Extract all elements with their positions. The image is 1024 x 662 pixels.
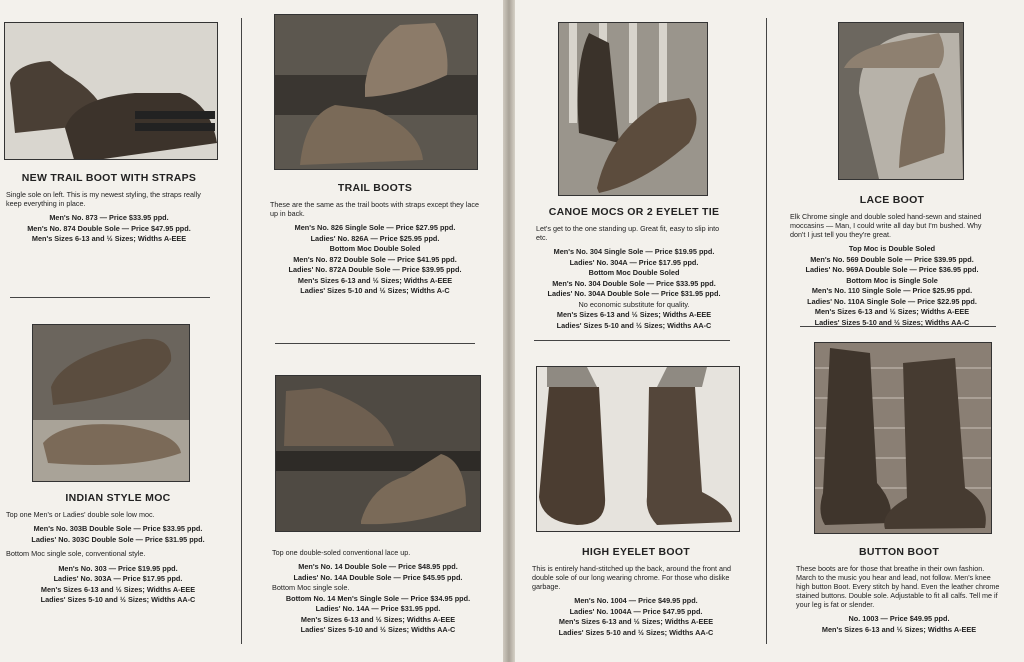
lace-boot-title: LACE BOOT: [859, 194, 925, 206]
sizes-line: Ladies' Sizes 5-10 and ½ Sizes; Widths AA-C: [558, 627, 714, 637]
sizes-line: Ladies' Sizes 5-10 and ½ Sizes; Widths AA-C: [300, 625, 456, 634]
high-eyelet-section: [532, 546, 740, 638]
sizes-line: Ladies' Sizes 5-10 and ½ Sizes; Widths AA-C: [556, 320, 712, 330]
price-line: Men's No. 304 Double Sole — Price $33.95 ppd.: [552, 278, 716, 288]
canoe-mocs-description: Let's get to the one standing up. Great fit, easy to slip into etc.: [536, 224, 720, 242]
sizes-line: Men's Sizes 6-13 and ½ Sizes; Widths A-EEE: [821, 624, 977, 634]
lace-up-note: Bottom Moc single sole.: [272, 583, 350, 592]
indian-moc-description: Top one Men's or Ladies' double sole low moc.: [6, 510, 155, 519]
photo-lace-up: [275, 375, 481, 532]
sizes-line: Men's Sizes 6-13 and ½ Sizes; Widths A-EEE: [300, 614, 456, 624]
quality-note: No economic substitute for quality.: [578, 299, 690, 309]
price-line: Ladies' No. 303C Double Sole — Price $31.95 ppd.: [31, 534, 205, 544]
photo-indian-moc: [32, 324, 190, 482]
subhead-line: Bottom Moc Double Soled: [329, 244, 421, 253]
lace-boot-description: Elk Chrome single and double soled hand-sewn and stained moccasins — Man, I could write all day but I'm bushed. Why don't I just tell you they're great.: [790, 212, 982, 239]
sizes-line: Men's Sizes 6-13 and ½ Sizes; Widths A-EEE: [31, 234, 187, 243]
price-line: Men's No. 874 Double Sole — Price $47.95 ppd.: [27, 223, 191, 233]
subhead-line: Bottom Moc is Single Sole: [846, 275, 938, 285]
button-boot-description: These boots are for those that breathe in their own fashion. March to the music you hear and lead, not follow. Men's knee high button Boot. Every stitch by hand. Even the leather chrome stained buttons. Double sole. Adjustable to fit all calfs. Tell me if your leg is fat or slender.: [796, 564, 1000, 609]
price-line: Men's No. 873 — Price $33.95 ppd.: [49, 213, 169, 222]
button-boot-title: BUTTON BOOT: [858, 546, 940, 558]
sizes-line: Men's Sizes 6-13 and ½ Sizes; Widths A-EEE: [556, 310, 712, 319]
trail-boots-section: [270, 182, 480, 297]
price-line: Ladies' No. 303A — Price $17.95 ppd.: [53, 574, 183, 583]
price-line: Ladies' No. 969A Double Sole — Price $36.95 ppd.: [805, 265, 979, 274]
lace-up-description: Top one double-soled conventional lace up.: [272, 548, 411, 557]
price-line: Men's No. 1004 — Price $49.95 ppd.: [574, 596, 698, 605]
price-line: Men's No. 304 Single Sole — Price $19.95 ppd.: [553, 247, 715, 256]
price-line: No. 1003 — Price $49.95 ppd.: [848, 614, 950, 623]
price-line: Men's No. 872 Double Sole — Price $41.95 ppd.: [293, 254, 457, 264]
column-divider: [241, 18, 242, 644]
photo-lace-boot: [838, 22, 964, 180]
trail-straps-title: NEW TRAIL BOOT WITH STRAPS: [21, 172, 197, 184]
lace-up-section: [272, 548, 484, 636]
section-divider: [800, 326, 996, 327]
price-line: Bottom No. 14 Men's Single Sole — Price $34.95 ppd.: [285, 593, 471, 603]
trail-straps-description: Single sole on left. This is my newest styling, the straps really keep everything in place.: [6, 190, 201, 208]
price-line: Ladies' No. 110A Single Sole — Price $22.95 ppd.: [807, 296, 977, 306]
trail-boots-title: TRAIL BOOTS: [337, 182, 413, 194]
canoe-mocs-section: [536, 206, 732, 331]
price-line: Ladies' No. 826A — Price $25.95 ppd.: [310, 233, 440, 243]
indian-moc-note: Bottom Moc single sole, conventional style.: [6, 549, 146, 558]
price-line: Men's No. 303 — Price $19.95 ppd.: [58, 563, 178, 573]
photo-trail-boots: [274, 14, 478, 170]
price-line: Men's No. 14 Double Sole — Price $48.95 ppd.: [298, 562, 458, 571]
photo-button-boot: [814, 342, 992, 534]
photo-high-eyelet-boot: [536, 366, 740, 532]
price-line: Ladies' No. 14A Double Sole — Price $45.95 ppd.: [293, 572, 463, 582]
button-boot-section: [796, 546, 1002, 635]
price-line: Men's No. 303B Double Sole — Price $33.95 ppd.: [33, 524, 203, 533]
sizes-line: Men's Sizes 6-13 and ½ Sizes; Widths A-EEE: [814, 307, 970, 316]
sizes-line: Men's Sizes 6-13 and ½ Sizes; Widths A-EEE: [297, 275, 453, 285]
price-line: Men's No. 569 Double Sole — Price $39.95 ppd.: [810, 254, 974, 264]
price-line: Men's No. 110 Single Sole — Price $25.95 ppd.: [811, 286, 973, 295]
photo-canoe-mocs: [558, 22, 708, 196]
column-divider: [766, 18, 767, 644]
sizes-line: Men's Sizes 6-13 and ½ Sizes; Widths A-EEE: [558, 617, 714, 626]
price-line: Ladies' No. 14A — Price $31.95 ppd.: [315, 604, 441, 613]
sizes-line: Ladies' Sizes 5-10 and ½ Sizes; Widths A-C: [300, 286, 450, 295]
sizes-line: Ladies' Sizes 5-10 and ½ Sizes; Widths AA-C: [814, 317, 970, 327]
indian-moc-section: [6, 492, 230, 606]
price-line: Ladies' No. 1004A — Price $47.95 ppd.: [569, 606, 703, 616]
subhead-line: Top Moc is Double Soled: [848, 244, 936, 253]
canoe-mocs-title: CANOE MOCS OR 2 EYELET TIE: [548, 206, 720, 218]
price-line: Ladies' No. 872A Double Sole — Price $39.95 ppd.: [288, 265, 462, 274]
section-divider: [534, 340, 730, 341]
lace-boot-section: [790, 194, 994, 328]
indian-moc-title: INDIAN STYLE MOC: [65, 492, 171, 504]
page-gutter: [503, 0, 515, 662]
price-line: Men's No. 826 Single Sole — Price $27.95 ppd.: [294, 223, 456, 232]
sizes-line: Men's Sizes 6-13 and ½ Sizes; Widths A-EEE: [40, 584, 196, 594]
price-line: Ladies' No. 304A Double Sole — Price $31.95 ppd.: [547, 289, 721, 298]
photo-trail-boot-straps: [4, 22, 218, 160]
high-eyelet-title: HIGH EYELET BOOT: [581, 546, 691, 558]
section-divider: [275, 343, 475, 344]
trail-straps-section: [6, 172, 212, 245]
subhead-line: Bottom Moc Double Soled: [588, 268, 680, 277]
high-eyelet-description: This is entirely hand-stitched up the back, around the front and double sole of our long wearing chrome. For those who dislike garbage.: [532, 564, 731, 591]
price-line: Ladies' No. 304A — Price $17.95 ppd.: [569, 257, 699, 267]
sizes-line: Ladies' Sizes 5-10 and ½ Sizes; Widths AA-C: [40, 595, 196, 604]
section-divider: [10, 297, 210, 298]
trail-boots-description: These are the same as the trail boots with straps except they lace up in back.: [270, 200, 479, 218]
